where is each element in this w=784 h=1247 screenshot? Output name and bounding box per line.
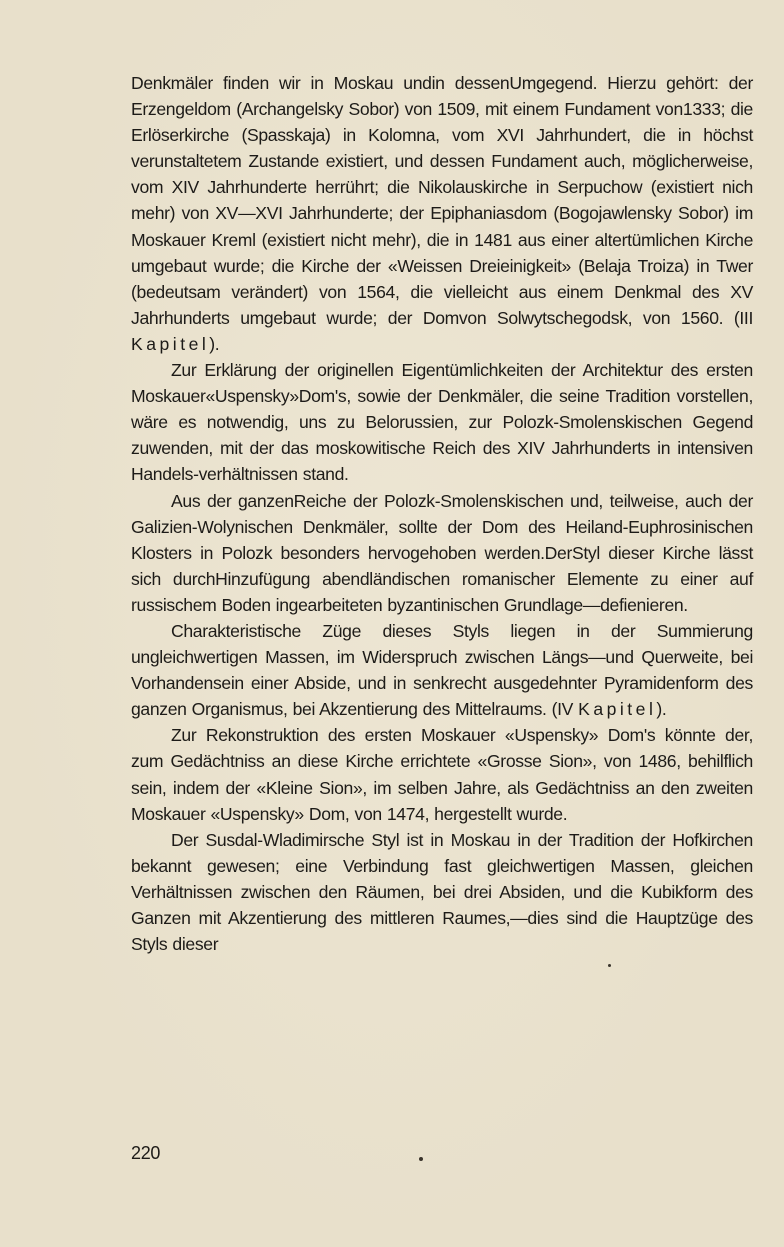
paragraph: Aus der ganzenReiche der Polozk-Smolenskischen und, teilweise, auch der Galizien-Wolynischen Denkmäler, sollte der Dom des Heiland-Euphrosinischen Klosters in Polozk besonders hervogehoben werden.DerStyl dieser Kirche lässt sich durchHinzufügung abendländischen romanischer Elemente zu einer auf russischem Boden ingearbeiteten byzantinischen Grundlage—defienieren. [131, 490, 753, 615]
ink-speck [419, 1157, 423, 1161]
paragraph: Denkmäler finden wir in Moskau undin dessenUmgegend. Hierzu gehört: der Erzengeldom (Archangelsky Sobor) von 1509, mit einem Fundament von1333; die Erlöserkirche (Spasskaja) in Kolomna, vom XVI Jahrhundert, die in höchst verunstaltetem Zustande existiert, und dessen Fundament auch, möglicherweise, vom XIV Jahrhunderte herrührt; die Nikolauskirche in Serpuchow (existiert nich mehr) von XV—XVI Jahrhunderte; der Epiphaniasdom (Bogojawlensky Sobor) im Moskauer Kreml (existiert nicht mehr), die in 1481 aus einer altertümlichen Kirche umgebaut wurde; die Kirche der «Weissen Dreieinigkeit» (Belaja Troiza) in Twer (bedeutsam verändert) von 1564, die vielleicht aus einem Denkmal des XV Jahrhunderts umgebaut wurde; der Domvon Solwytschegodsk, von 1560. (III Kapitel). [131, 73, 753, 354]
paragraph: Zur Erklärung der originellen Eigentümlichkeiten der Architektur des ersten Moskauer«Uspensky»Dom's, sowie der Denkmäler, die seine Tradition vorstellen, wäre es notwendig, uns zu Belorussien, zur Polozk-Smolenskischen Gegend zuwenden, mit der das moskowitische Reich des XIV Jahrhunderts in intensiven Handels-verhältnissen stand. [131, 360, 753, 485]
ink-speck [608, 964, 611, 967]
page-number: 220 [131, 1143, 161, 1163]
paragraph: Charakteristische Züge dieses Styls liegen in der Summierung ungleichwertigen Massen, im Widerspruch zwischen Längs—und Querweite, bei Vorhandensein einer Abside, und in senkrecht ausgedehnter Pyramidenform des ganzen Organismus, bei Akzentierung des Mittelraums. (IV Kapitel). [131, 620, 753, 720]
body-text [131, 70, 753, 957]
paragraph: Der Susdal-Wladimirsche Styl ist in Moskau in der Tradition der Hofkirchen bekannt gewesen; eine Verbindung fast gleichwertigen Massen, gleichen Verhältnissen zwischen den Räumen, bei drei Absiden, und die Kubikform des Ganzen mit Akzentierung des mittleren Raumes,—dies sind die Hauptzüge des Styls dieser [131, 829, 753, 955]
paragraph: Zur Rekonstruktion des ersten Moskauer «Uspensky» Dom's könnte der, zum Gedächtniss an diese Kirche errichtete «Grosse Sion», von 1486, behilflich sein, indem der «Kleine Sion», im selben Jahre, als Gedächtniss an den zweiten Moskauer «Uspensky» Dom, von 1474, hergestellt wurde. [131, 725, 753, 824]
